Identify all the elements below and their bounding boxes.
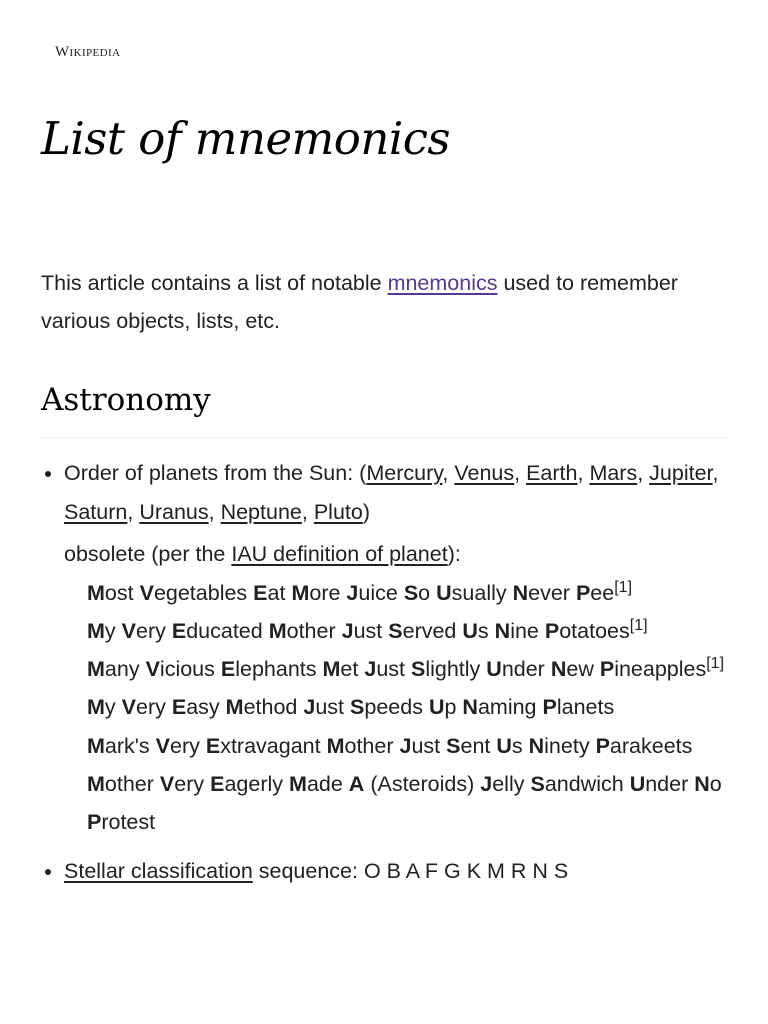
mnemonic-initial: E bbox=[205, 733, 221, 758]
mnemonic-initial: U bbox=[428, 695, 445, 720]
planets-lead: Order of planets from the Sun: ( bbox=[64, 461, 367, 485]
mnemonic-initial: U bbox=[436, 580, 452, 605]
mnemonic-initial: S bbox=[410, 657, 426, 682]
mnemonic-initial: A bbox=[348, 771, 365, 796]
mnemonic-initial: N bbox=[694, 771, 710, 796]
mnemonic-initial: J bbox=[480, 771, 493, 796]
mnemonic-initial: E bbox=[253, 580, 268, 605]
mnemonic-initial: E bbox=[210, 771, 225, 796]
planet-link-venus[interactable]: Venus bbox=[454, 461, 515, 485]
mnemonic-initial: U bbox=[486, 657, 502, 682]
mnemonic-initial: M bbox=[87, 580, 105, 605]
mnemonic-initial: U bbox=[462, 618, 478, 643]
mnemonic-initial: P bbox=[542, 695, 557, 720]
mnemonic-initial: M bbox=[268, 618, 287, 643]
planet-link-mars[interactable]: Mars bbox=[589, 461, 638, 485]
mnemonic-initial: M bbox=[322, 657, 341, 682]
mnemonic-initial: S bbox=[530, 771, 545, 796]
obsolete-note bbox=[64, 535, 731, 574]
mnemonic-initial: N bbox=[512, 580, 529, 605]
mnemonic-line: My Very Educated Mother Just Served Us Nine Potatoes[1] bbox=[87, 616, 648, 643]
mnemonic-line: Many Vicious Elephants Met Just Slightly Under New Pineapples[1] bbox=[87, 654, 725, 682]
mnemonic-initial: E bbox=[220, 657, 236, 682]
mnemonic-initial: J bbox=[303, 695, 316, 720]
obsolete-text-after: ): bbox=[447, 542, 461, 566]
mnemonic-initial: U bbox=[496, 733, 512, 758]
mnemonic-line: My Very Easy Method Just Speeds Up Naming Planets bbox=[87, 695, 615, 720]
intro-text-before: This article contains a list of notable bbox=[41, 271, 388, 295]
mnemonic-line: Mother Very Eagerly Made A (Asteroids) Jelly Sandwich Under No Protest bbox=[87, 771, 722, 835]
list-item-stellar bbox=[41, 852, 731, 891]
reference-link[interactable]: [1] bbox=[706, 654, 725, 672]
mnemonics-link[interactable]: mnemonics bbox=[387, 271, 498, 295]
mnemonic-initial: S bbox=[403, 580, 419, 605]
planet-link-jupiter[interactable]: Jupiter bbox=[649, 461, 713, 485]
bullet-icon bbox=[45, 869, 51, 875]
astronomy-list bbox=[41, 454, 731, 890]
mnemonic-initial: M bbox=[225, 695, 244, 720]
planets-close: ) bbox=[362, 499, 371, 524]
intro-paragraph bbox=[41, 264, 731, 340]
mnemonic-initial: P bbox=[599, 657, 615, 682]
mnemonic-initial: S bbox=[388, 618, 403, 643]
section-heading-astronomy: Astronomy bbox=[41, 376, 727, 439]
mnemonic-initial: J bbox=[399, 733, 412, 758]
mnemonic-initial: M bbox=[87, 695, 105, 720]
reference-link[interactable]: [1] bbox=[629, 616, 648, 634]
intro-text-after: used to remember various objects, lists, etc. bbox=[41, 271, 678, 333]
mnemonic-initial: P bbox=[575, 580, 591, 605]
mnemonic-initial: M bbox=[87, 618, 105, 643]
mnemonic-initial: P bbox=[544, 618, 560, 643]
list-item-planets: Order of planets from the Sun: (Mercury, Venus, Earth, Mars, Jupiter, Saturn, Uranus, Neptune, Pluto) obsolete (per the IAU definition of planet): Most Vegetables Eat More Juice So Usually Never Pee[1] My Very Educated Mother Just Served Us Nine Potatoes[1] Many Vicious Elephants Met Just Slightly Under New Pineapples[1] My Very Easy Method Just Speeds Up Naming Planets Mark's Very Extravagant Mother Just Sent Us Ninety Parakeets Mother Very Eagerly Made A (Asteroids) Jelly Sandwich Under No Protest bbox=[41, 454, 731, 842]
mnemonic-initial: V bbox=[139, 580, 154, 605]
stellar-sequence-text: sequence: O B A F G K M R N S bbox=[252, 858, 569, 883]
mnemonic-initial: V bbox=[121, 618, 136, 643]
page-title: List of mnemonics bbox=[41, 112, 451, 165]
mnemonic-initial: N bbox=[494, 618, 511, 643]
planet-link-uranus[interactable]: Uranus bbox=[139, 499, 209, 524]
mnemonic-initial: M bbox=[87, 771, 105, 796]
mnemonic-initial: P bbox=[595, 733, 610, 758]
wikipedia-wordmark[interactable]: Wikipedia bbox=[55, 44, 121, 60]
mnemonic-initial: J bbox=[346, 580, 359, 605]
obsolete-text-before: obsolete (per the bbox=[64, 542, 232, 566]
mnemonic-initial: E bbox=[171, 695, 187, 720]
mnemonic-initial: V bbox=[159, 771, 175, 796]
mnemonic-initial: N bbox=[462, 695, 478, 720]
mnemonic-initial: N bbox=[550, 657, 567, 682]
reference-link[interactable]: [1] bbox=[614, 578, 633, 596]
mnemonic-initial: M bbox=[326, 733, 345, 758]
planet-link-neptune[interactable]: Neptune bbox=[220, 499, 302, 524]
mnemonic-initial: M bbox=[87, 657, 105, 682]
bullet-icon bbox=[45, 471, 51, 477]
planet-mnemonics bbox=[64, 574, 731, 842]
mnemonic-line: Mark's Very Extravagant Mother Just Sent Us Ninety Parakeets bbox=[87, 733, 693, 758]
planet-link-mercury[interactable]: Mercury bbox=[366, 461, 443, 485]
stellar-classification-link[interactable]: Stellar classification bbox=[64, 858, 253, 883]
mnemonic-initial: S bbox=[446, 733, 461, 758]
mnemonic-initial: V bbox=[145, 657, 160, 682]
mnemonic-initial: N bbox=[528, 733, 545, 758]
mnemonic-initial: P bbox=[87, 810, 102, 835]
mnemonic-line: Most Vegetables Eat More Juice So Usually Never Pee[1] bbox=[87, 578, 633, 605]
mnemonic-initial: U bbox=[629, 771, 646, 796]
planet-link-pluto[interactable]: Pluto bbox=[313, 499, 363, 524]
planet-link-saturn[interactable]: Saturn bbox=[64, 499, 128, 524]
mnemonic-initial: J bbox=[364, 657, 377, 682]
mnemonic-initial: M bbox=[87, 733, 105, 758]
mnemonic-initial: M bbox=[291, 580, 310, 605]
mnemonic-initial: V bbox=[155, 733, 170, 758]
mnemonic-initial: M bbox=[289, 771, 307, 796]
mnemonic-initial: V bbox=[121, 695, 136, 720]
mnemonic-initial: S bbox=[350, 695, 365, 720]
iau-definition-link[interactable]: IAU definition of planet bbox=[231, 542, 448, 566]
mnemonic-initial: J bbox=[341, 618, 354, 643]
mnemonic-initial: E bbox=[171, 618, 187, 643]
planet-link-earth[interactable]: Earth bbox=[526, 461, 578, 485]
